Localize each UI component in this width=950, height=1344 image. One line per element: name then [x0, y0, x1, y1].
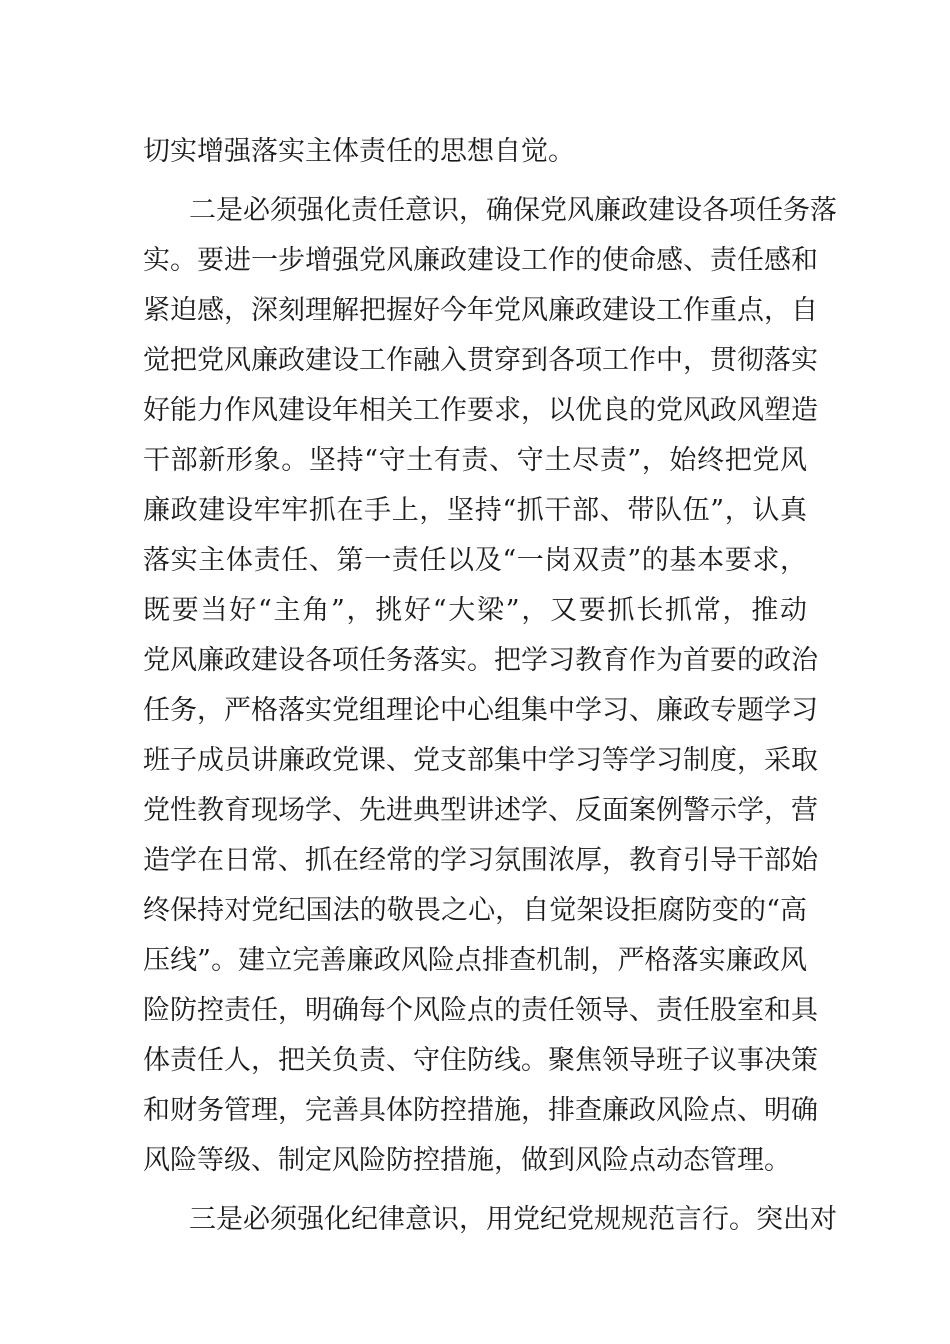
text-line: 干部新形象。坚持“守土有责、守土尽责”，始终把党风 [143, 445, 807, 476]
text-line: 廉政建设牢牢抓在手上，坚持“抓干部、带队伍”，认真 [143, 495, 807, 526]
body-text [143, 127, 837, 1245]
text-line: 造学在日常、抓在经常的学习氛围浓厚，教育引导干部始 [143, 845, 818, 876]
text-line: 觉把党风廉政建设工作融入贯穿到各项工作中，贯彻落实 [143, 345, 818, 376]
text-line: 实。要进一步增强党风廉政建设工作的使命感、责任感和 [143, 245, 818, 276]
text-line: 任务，严格落实党组理论中心组集中学习、廉政专题学习 [143, 695, 818, 726]
text-line: 紧迫感，深刻理解把握好今年党风廉政建设工作重点，自 [143, 295, 818, 326]
text-line: 落实主体责任、第一责任以及“一岗双责”的基本要求， [143, 545, 807, 576]
text-line: 班子成员讲廉政党课、党支部集中学习等学习制度，采取 [143, 745, 818, 776]
text-line: 终保持对党纪国法的敬畏之心，自觉架设拒腐防变的“高 [143, 895, 807, 926]
text-line: 和财务管理，完善具体防控措施，排查廉政风险点、明确 [143, 1095, 818, 1126]
text-line: 切实增强落实主体责任的思想自觉。 [143, 136, 575, 167]
text-line: 好能力作风建设年相关工作要求，以优良的党风政风塑造 [143, 395, 818, 426]
text-line: 体责任人，把关负责、守住防线。聚焦领导班子议事决策 [143, 1045, 818, 1076]
text-line: 党性教育现场学、先进典型讲述学、反面案例警示学，营 [143, 795, 818, 826]
text-line: 压线”。建立完善廉政风险点排查机制，严格落实廉政风 [143, 945, 807, 976]
text-line: 二是必须强化责任意识，确保党风廉政建设各项任务落 [189, 195, 837, 226]
text-line: 风险等级、制定风险防控措施，做到风险点动态管理。 [143, 1145, 791, 1176]
text-line: 三是必须强化纪律意识，用党纪党规规范言行。突出对 [189, 1204, 837, 1235]
text-line: 险防控责任，明确每个风险点的责任领导、责任股室和具 [143, 995, 818, 1026]
text-line: 党风廉政建设各项任务落实。把学习教育作为首要的政治 [143, 645, 818, 676]
text-line: 既要当好“主角”，挑好“大梁”，又要抓长抓常，推动 [143, 595, 807, 626]
